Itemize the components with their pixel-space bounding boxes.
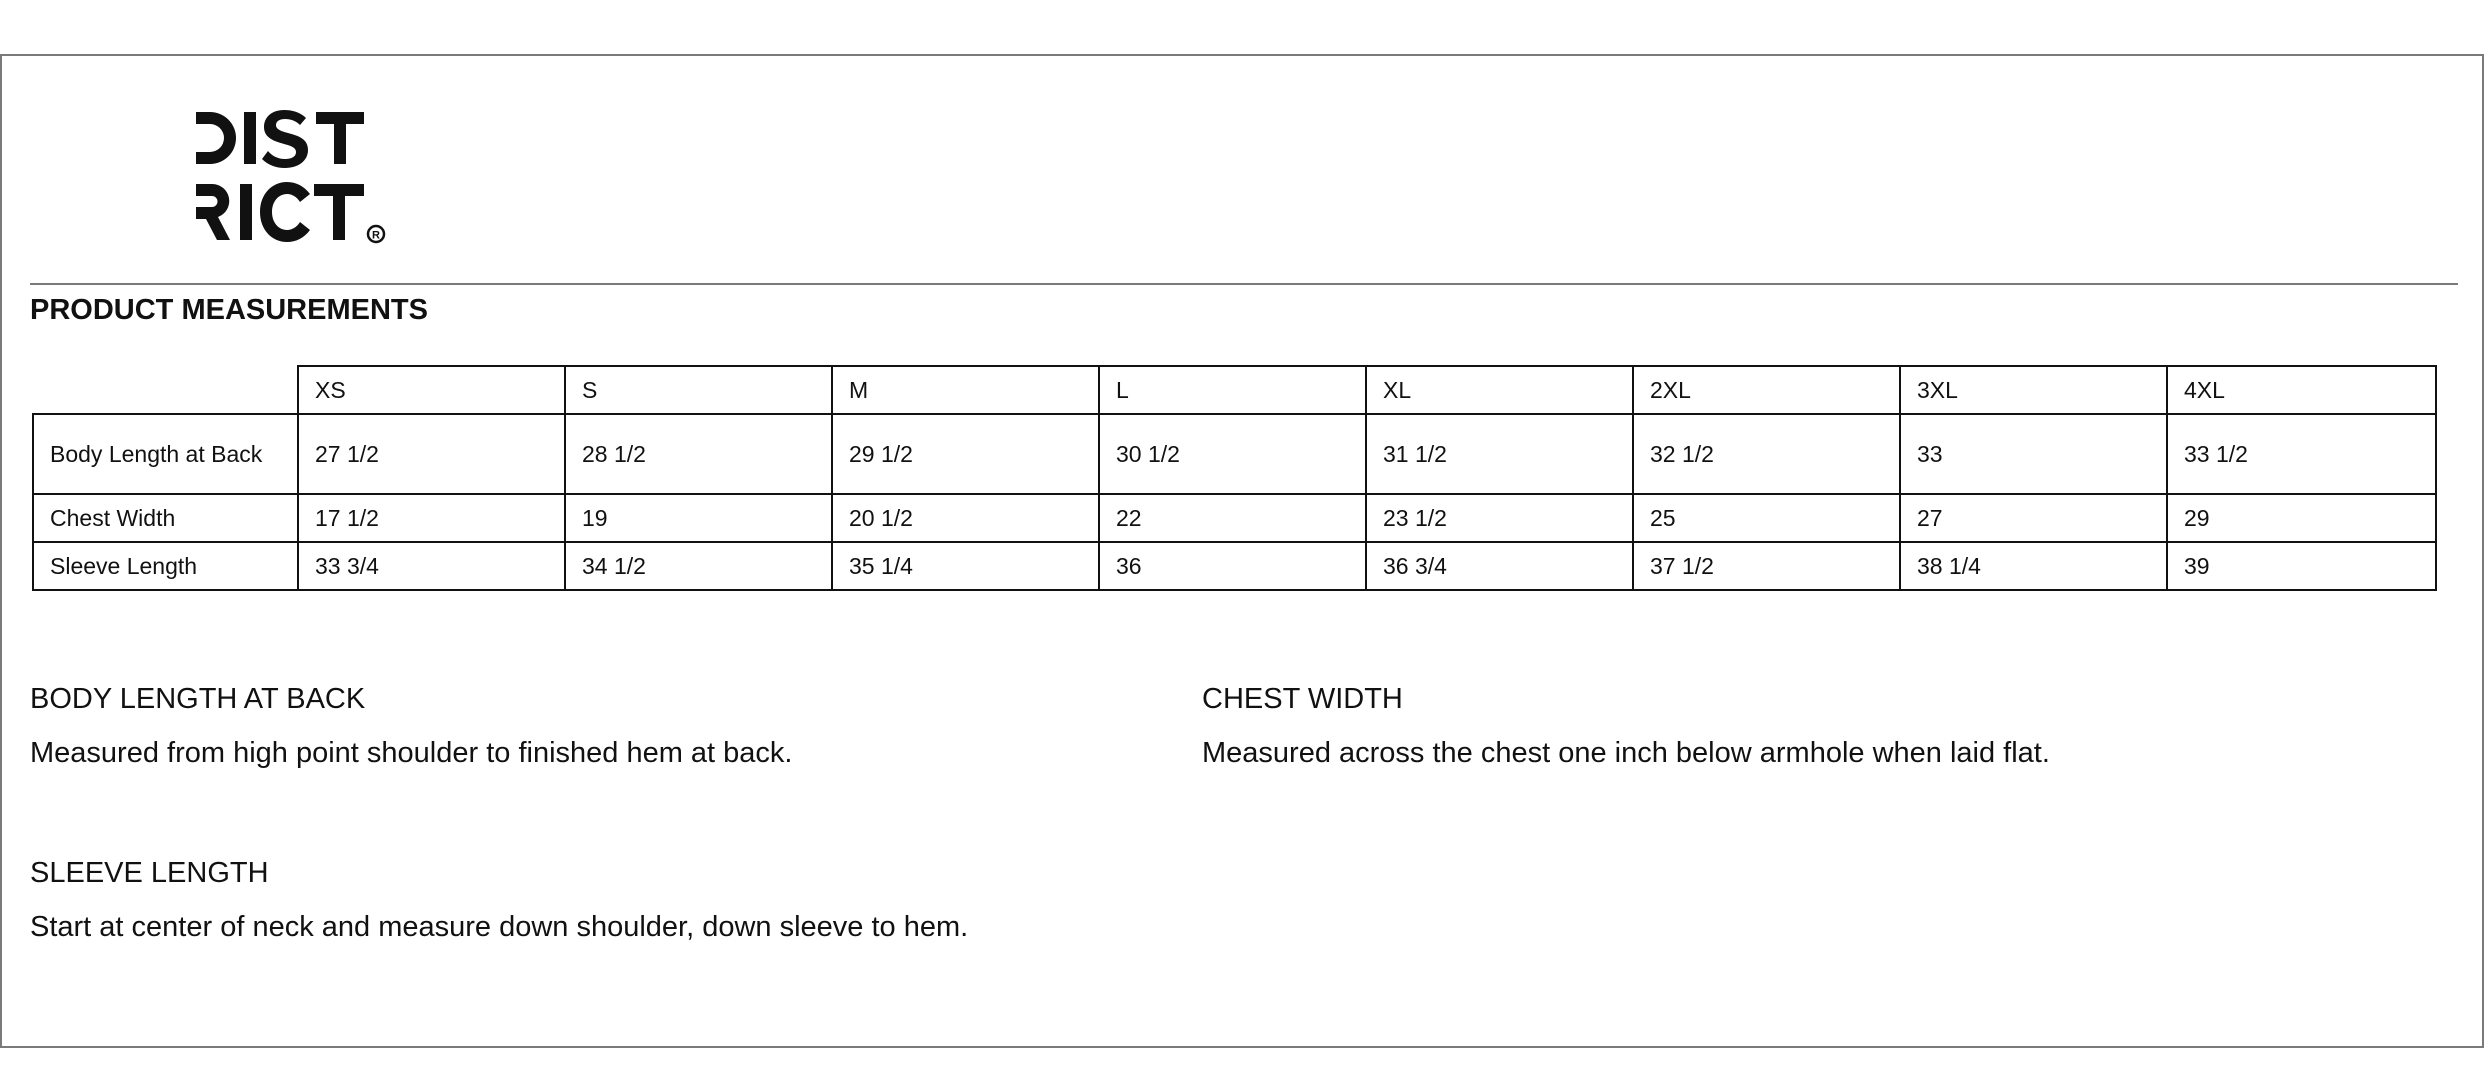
table-cell: 28 1/2	[565, 414, 832, 494]
table-cell: 34 1/2	[565, 542, 832, 590]
size-header-cell: L	[1099, 366, 1366, 414]
size-header-cell: XS	[298, 366, 565, 414]
measurements-table	[32, 365, 2437, 591]
size-header-cell: 4XL	[2167, 366, 2436, 414]
table-cell: 19	[565, 494, 832, 542]
table-cell: 39	[2167, 542, 2436, 590]
table-cell: 30 1/2	[1099, 414, 1366, 494]
row-label: Chest Width	[33, 494, 298, 542]
district-logo	[196, 108, 416, 248]
size-header-cell: 2XL	[1633, 366, 1900, 414]
header-corner-cell	[33, 366, 298, 414]
sleeve-length-description: Start at center of neck and measure down shoulder, down sleeve to hem.	[30, 911, 969, 943]
table-cell: 38 1/4	[1900, 542, 2167, 590]
svg-text:R: R	[372, 229, 380, 242]
sleeve-length-heading: SLEEVE LENGTH	[30, 857, 269, 889]
table-cell: 23 1/2	[1366, 494, 1633, 542]
header-divider	[30, 283, 2458, 285]
table-cell: 29	[2167, 494, 2436, 542]
table-cell: 27 1/2	[298, 414, 565, 494]
table-cell: 27	[1900, 494, 2167, 542]
row-label: Sleeve Length	[33, 542, 298, 590]
size-header-cell: S	[565, 366, 832, 414]
table-cell: 25	[1633, 494, 1900, 542]
table-cell: 17 1/2	[298, 494, 565, 542]
table-row-body-length	[33, 414, 2436, 494]
table-cell: 37 1/2	[1633, 542, 1900, 590]
size-header-cell: XL	[1366, 366, 1633, 414]
section-title: PRODUCT MEASUREMENTS	[30, 294, 428, 326]
row-label: Body Length at Back	[33, 414, 298, 494]
size-header-cell: 3XL	[1900, 366, 2167, 414]
table-cell: 33	[1900, 414, 2167, 494]
table-cell: 22	[1099, 494, 1366, 542]
size-header-row	[33, 366, 2436, 414]
table-row-chest-width	[33, 494, 2436, 542]
chest-width-heading: CHEST WIDTH	[1202, 683, 1403, 715]
body-length-heading: BODY LENGTH AT BACK	[30, 683, 366, 715]
table-cell: 31 1/2	[1366, 414, 1633, 494]
table-row-sleeve-length	[33, 542, 2436, 590]
table-cell: 36	[1099, 542, 1366, 590]
table-cell: 33 3/4	[298, 542, 565, 590]
table-cell: 29 1/2	[832, 414, 1099, 494]
body-length-description: Measured from high point shoulder to finished hem at back.	[30, 737, 793, 769]
chest-width-description: Measured across the chest one inch below armhole when laid flat.	[1202, 737, 2050, 769]
table-cell: 32 1/2	[1633, 414, 1900, 494]
size-header-cell: M	[832, 366, 1099, 414]
table-cell: 36 3/4	[1366, 542, 1633, 590]
table-cell: 20 1/2	[832, 494, 1099, 542]
table-cell: 33 1/2	[2167, 414, 2436, 494]
table-cell: 35 1/4	[832, 542, 1099, 590]
